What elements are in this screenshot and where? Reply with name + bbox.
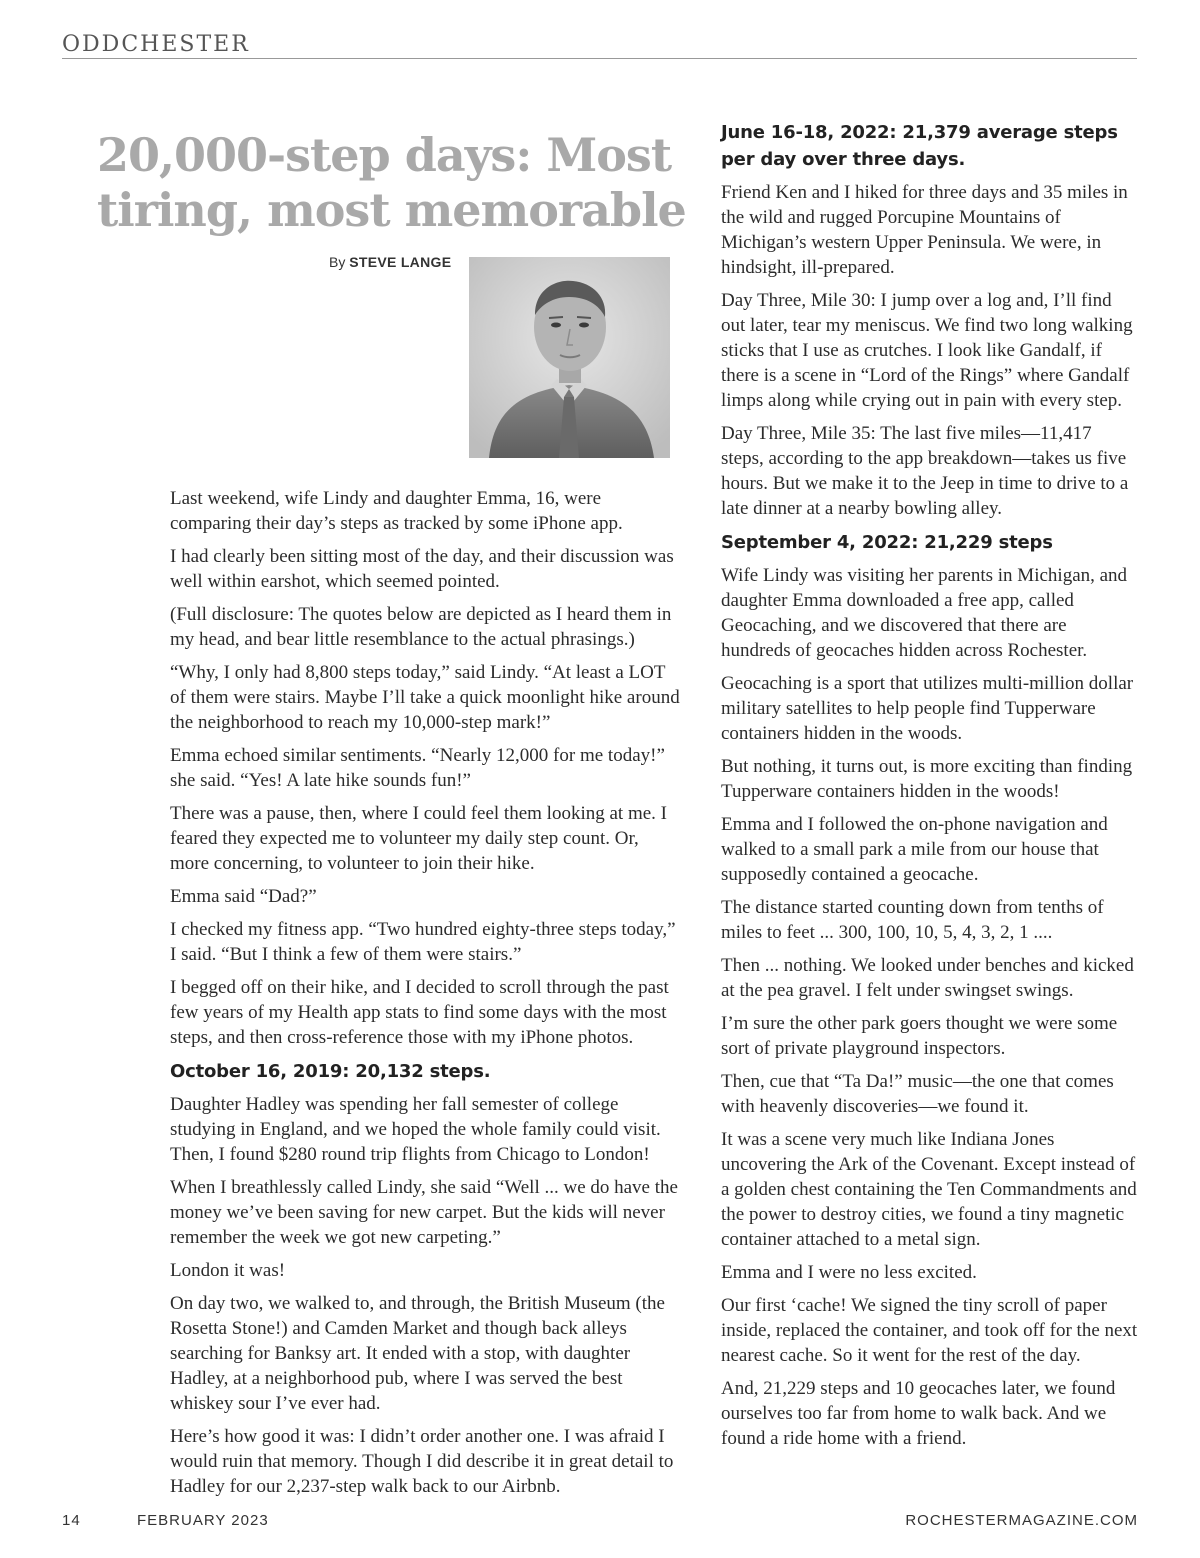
paragraph: But nothing, it turns out, is more exciting than finding Tupperware containers hidden in the woods!: [721, 756, 1133, 802]
section-label: ODDCHESTER: [62, 32, 250, 57]
paragraph: I begged off on their hike, and I decided to scroll through the past few years of my Health app stats to find some days with the most steps, and then cross-reference those with my iPhone photos.: [170, 977, 669, 1048]
paragraph: London it was!: [170, 1260, 286, 1281]
issue-date: FEBRUARY 2023: [137, 1512, 269, 1529]
paragraph: When I breathlessly called Lindy, she said “Well ... we do have the money we’ve been saving for new carpet. But the kids will never remember the week we got new carpeting.”: [170, 1177, 678, 1248]
paragraph: I checked my fitness app. “Two hundred eighty-three steps today,” I said. “But I think a few of them were stairs.”: [170, 919, 676, 965]
author-name: STEVE LANGE: [349, 254, 452, 270]
header-rule: [62, 58, 1137, 59]
paragraph: Day Three, Mile 30: I jump over a log and, I’ll find out later, tear my meniscus. We find two long walking sticks that I use as crutches. I look like Gandalf, if there is a scene in “Lord of the Rings” where Gandalf limps along while crying out in pain with every step.: [721, 290, 1133, 411]
paragraph: Friend Ken and I hiked for three days and 35 miles in the wild and rugged Porcupine Mountains of Michigan’s western Upper Peninsula. We were, in hindsight, ill-prepared.: [721, 182, 1128, 278]
paragraph: Our first ‘cache! We signed the tiny scroll of paper inside, replaced the container, and took off for the next nearest cache. So it went for the rest of the day.: [721, 1295, 1138, 1366]
paragraph: The distance started counting down from tenths of miles to feet ... 300, 100, 10, 5, 4, 3, 2, 1 ....: [721, 897, 1104, 943]
paragraph: Emma and I were no less excited.: [721, 1262, 977, 1283]
subheading: October 16, 2019: 20,132 steps.: [170, 1061, 491, 1082]
byline: [329, 254, 451, 270]
paragraph: Emma echoed similar sentiments. “Nearly 12,000 for me today!” she said. “Yes! A late hike sounds fun!”: [170, 745, 665, 791]
paragraph: Day Three, Mile 35: The last five miles—11,417 steps, according to the app breakdown—takes us five hours. But we make it to the Jeep in time to drive to a late dinner at a nearby bowling alley.: [721, 423, 1129, 519]
paragraph: I’m sure the other park goers thought we were some sort of private playground inspectors.: [721, 1013, 1118, 1059]
article-column-left: [170, 486, 682, 1507]
paragraph: On day two, we walked to, and through, the British Museum (the Rosetta Stone!) and Camden Market and though back alleys searching for Banksy art. It ended with a stop, with daughter Hadley, at a neighborhood pub, where I was served the best whiskey sour I’ve ever had.: [170, 1293, 665, 1414]
paragraph: Emma and I followed the on-phone navigation and walked to a small park a mile from our house that supposedly contained a geocache.: [721, 814, 1108, 885]
paragraph: There was a pause, then, where I could feel them looking at me. I feared they expected me to volunteer my daily step count. Or, more concerning, to volunteer to join their hike.: [170, 803, 667, 874]
paragraph: (Full disclosure: The quotes below are depicted as I heard them in my head, and bear little resemblance to the actual phrasings.): [170, 604, 672, 650]
subheading: June 16-18, 2022: 21,379 average steps per day over three days.: [721, 122, 1118, 170]
paragraph: Emma said “Dad?”: [170, 886, 317, 907]
page-number: 14: [62, 1512, 81, 1529]
paragraph: “Why, I only had 8,800 steps today,” said Lindy. “At least a LOT of them were stairs. Maybe I’ll take a quick moonlight hike around the neighborhood to reach my 10,000-step mark!”: [170, 662, 680, 733]
paragraph: Daughter Hadley was spending her fall semester of college studying in England, and we hoped the whole family could visit. Then, I found $280 round trip flights from Chicago to London!: [170, 1094, 661, 1165]
paragraph: Then ... nothing. We looked under benches and kicked at the pea gravel. I felt under swingset swings.: [721, 955, 1134, 1001]
paragraph: I had clearly been sitting most of the day, and their discussion was well within earshot, which seemed pointed.: [170, 546, 674, 592]
paragraph: Then, cue that “Ta Da!” music—the one that comes with heavenly discoveries—we found it.: [721, 1071, 1114, 1117]
paragraph: It was a scene very much like Indiana Jones uncovering the Ark of the Covenant. Except instead of a golden chest containing the Ten Commandments and the power to destroy cities, we found a tiny magnetic container attached to a metal sign.: [721, 1129, 1137, 1250]
paragraph: Geocaching is a sport that utilizes multi-million dollar military satellites to help people find Tupperware containers hidden in the woods.: [721, 673, 1134, 744]
article-column-right: [721, 119, 1138, 1459]
paragraph: And, 21,229 steps and 10 geocaches later, we found ourselves too far from home to walk back. And we found a ride home with a friend.: [721, 1378, 1116, 1449]
subheading: September 4, 2022: 21,229 steps: [721, 532, 1053, 553]
website-link[interactable]: ROCHESTERMAGAZINE.COM: [905, 1512, 1138, 1529]
paragraph: Here’s how good it was: I didn’t order another one. I was afraid I would ruin that memory. Though I did describe it in great detail to Hadley for our 2,237-step walk back to our Airbnb.: [170, 1426, 674, 1497]
byline-prefix: By: [329, 254, 346, 270]
paragraph: Last weekend, wife Lindy and daughter Emma, 16, were comparing their day’s steps as tracked by some iPhone app.: [170, 488, 623, 534]
paragraph: Wife Lindy was visiting her parents in Michigan, and daughter Emma downloaded a free app, called Geocaching, and we discovered that there are hundreds of geocaches hidden across Rochester.: [721, 565, 1128, 661]
article-headline: 20,000-step days: Most tiring, most memorable: [97, 128, 686, 237]
author-photo: [469, 257, 670, 458]
